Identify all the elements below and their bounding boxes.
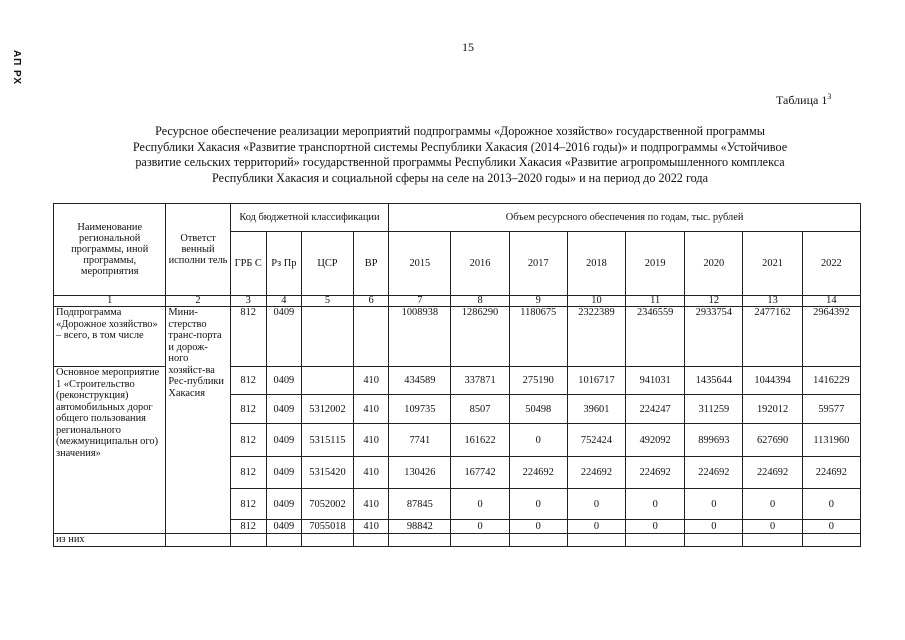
cell-value: 224692 xyxy=(743,457,802,489)
cell-rzpr: 0409 xyxy=(266,457,301,489)
cell-value: 0 xyxy=(509,489,567,520)
empty-cell xyxy=(802,534,860,547)
cell-value: 752424 xyxy=(567,424,625,457)
cell-value: 7741 xyxy=(389,424,451,457)
row-label: Подпрограмма «Дорожное хозяйство» – всего, в том числе xyxy=(54,307,166,367)
cell-value: 98842 xyxy=(389,520,451,534)
cell-csr xyxy=(301,307,353,367)
row-label: из них xyxy=(54,534,166,547)
cell-value: 1286290 xyxy=(451,307,509,367)
header-name: Наименование региональной программы, иной программы, мероприятия xyxy=(54,204,166,296)
header-volume: Объем ресурсного обеспечения по годам, тыс. рублей xyxy=(389,204,861,232)
header-vr: ВР xyxy=(354,232,389,296)
cell-value: 224692 xyxy=(802,457,860,489)
cell-vr xyxy=(354,307,389,367)
cell-value: 0 xyxy=(626,489,685,520)
side-stamp: АП РХ xyxy=(11,50,22,86)
cell-value: 130426 xyxy=(389,457,451,489)
responsible-cell: Мини-стерство транс-порта и дорож-ного хозяйст-ва Рес-публики Хакасия xyxy=(166,307,230,534)
cell-value: 167742 xyxy=(451,457,509,489)
cell-value: 0 xyxy=(802,489,860,520)
cell-value: 1016717 xyxy=(567,367,625,395)
cell-value: 0 xyxy=(567,520,625,534)
table-caption-superscript: 3 xyxy=(827,92,832,101)
column-number: 9 xyxy=(509,296,567,307)
cell-value: 224692 xyxy=(567,457,625,489)
cell-value: 224247 xyxy=(626,395,685,424)
cell-value: 0 xyxy=(509,424,567,457)
cell-csr xyxy=(301,367,353,395)
empty-cell xyxy=(354,534,389,547)
cell-value: 161622 xyxy=(451,424,509,457)
cell-csr: 7055018 xyxy=(301,520,353,534)
cell-value: 0 xyxy=(451,489,509,520)
cell-value: 1180675 xyxy=(509,307,567,367)
row-label-continued xyxy=(54,520,166,534)
cell-csr: 7052002 xyxy=(301,489,353,520)
cell-value: 1044394 xyxy=(743,367,802,395)
cell-grbs: 812 xyxy=(230,307,266,367)
cell-value: 1416229 xyxy=(802,367,860,395)
header-year: 2022 xyxy=(802,232,860,296)
empty-cell xyxy=(166,534,230,547)
cell-value: 0 xyxy=(626,520,685,534)
cell-value: 899693 xyxy=(685,424,743,457)
column-number: 10 xyxy=(567,296,625,307)
column-number: 14 xyxy=(802,296,860,307)
cell-value: 0 xyxy=(567,489,625,520)
cell-vr: 410 xyxy=(354,520,389,534)
row-label: Основное мероприятие 1 «Строительство (реконструкция) автомобильных дорог общего пользования регионального (межмуниципальн ого) значения» xyxy=(54,367,166,520)
cell-vr: 410 xyxy=(354,367,389,395)
cell-value: 2933754 xyxy=(685,307,743,367)
header-grbs: ГРБ С xyxy=(230,232,266,296)
cell-value: 0 xyxy=(743,520,802,534)
column-number-row xyxy=(54,296,861,307)
resource-table xyxy=(53,203,861,547)
table-row xyxy=(54,534,861,547)
cell-csr: 5312002 xyxy=(301,395,353,424)
cell-value: 2964392 xyxy=(802,307,860,367)
empty-cell xyxy=(266,534,301,547)
header-year: 2019 xyxy=(626,232,685,296)
header-year: 2021 xyxy=(743,232,802,296)
empty-cell xyxy=(389,534,451,547)
cell-rzpr: 0409 xyxy=(266,520,301,534)
cell-value: 39601 xyxy=(567,395,625,424)
empty-cell xyxy=(301,534,353,547)
cell-value: 0 xyxy=(802,520,860,534)
empty-cell xyxy=(230,534,266,547)
cell-grbs: 812 xyxy=(230,520,266,534)
cell-grbs: 812 xyxy=(230,395,266,424)
cell-value: 8507 xyxy=(451,395,509,424)
cell-grbs: 812 xyxy=(230,367,266,395)
cell-value: 109735 xyxy=(389,395,451,424)
empty-cell xyxy=(451,534,509,547)
table-caption xyxy=(776,92,831,108)
cell-grbs: 812 xyxy=(230,424,266,457)
column-number: 7 xyxy=(389,296,451,307)
cell-rzpr: 0409 xyxy=(266,489,301,520)
header-year: 2017 xyxy=(509,232,567,296)
column-number: 4 xyxy=(266,296,301,307)
table-caption-text: Таблица 1 xyxy=(776,93,828,107)
cell-value: 0 xyxy=(509,520,567,534)
cell-value: 311259 xyxy=(685,395,743,424)
document-title xyxy=(60,124,860,186)
cell-vr: 410 xyxy=(354,489,389,520)
column-number: 12 xyxy=(685,296,743,307)
cell-rzpr: 0409 xyxy=(266,307,301,367)
cell-rzpr: 0409 xyxy=(266,424,301,457)
table-row xyxy=(54,307,861,367)
column-number: 11 xyxy=(626,296,685,307)
column-number: 8 xyxy=(451,296,509,307)
cell-value: 2322389 xyxy=(567,307,625,367)
cell-value: 224692 xyxy=(685,457,743,489)
cell-value: 192012 xyxy=(743,395,802,424)
cell-value: 434589 xyxy=(389,367,451,395)
cell-value: 0 xyxy=(685,489,743,520)
cell-value: 50498 xyxy=(509,395,567,424)
column-number: 5 xyxy=(301,296,353,307)
empty-cell xyxy=(743,534,802,547)
cell-value: 224692 xyxy=(509,457,567,489)
title-line: Республики Хакасия «Развитие транспортной системы Республики Хакасия (2014–2016 годы)» и подпрограммы «Устойчивое xyxy=(132,139,788,154)
cell-value: 224692 xyxy=(626,457,685,489)
cell-value: 337871 xyxy=(451,367,509,395)
empty-cell xyxy=(626,534,685,547)
cell-value: 87845 xyxy=(389,489,451,520)
header-csr: ЦСР xyxy=(301,232,353,296)
cell-csr: 5315115 xyxy=(301,424,353,457)
cell-value: 0 xyxy=(743,489,802,520)
header-year: 2016 xyxy=(451,232,509,296)
cell-csr: 5315420 xyxy=(301,457,353,489)
title-line: Ресурсное обеспечение реализации мероприятий подпрограммы «Дорожное хозяйство» государственной программы xyxy=(155,124,765,138)
cell-value: 0 xyxy=(451,520,509,534)
cell-rzpr: 0409 xyxy=(266,395,301,424)
cell-vr: 410 xyxy=(354,424,389,457)
cell-value: 1131960 xyxy=(802,424,860,457)
cell-value: 492092 xyxy=(626,424,685,457)
cell-value: 627690 xyxy=(743,424,802,457)
cell-value: 1435644 xyxy=(685,367,743,395)
title-line: развитие сельских территорий» государственной программы Республики Хакасия «Развитие агропромышленного комплекса xyxy=(135,155,785,169)
cell-grbs: 812 xyxy=(230,489,266,520)
header-year: 2020 xyxy=(685,232,743,296)
cell-value: 1008938 xyxy=(389,307,451,367)
cell-vr: 410 xyxy=(354,457,389,489)
cell-value: 59577 xyxy=(802,395,860,424)
cell-value: 941031 xyxy=(626,367,685,395)
cell-value: 275190 xyxy=(509,367,567,395)
header-responsible: Ответст венный исполни тель xyxy=(166,204,230,296)
header-year: 2015 xyxy=(389,232,451,296)
cell-grbs: 812 xyxy=(230,457,266,489)
header-budget-code: Код бюджетной классификации xyxy=(230,204,389,232)
column-number: 13 xyxy=(743,296,802,307)
cell-vr: 410 xyxy=(354,395,389,424)
page-number: 15 xyxy=(462,40,474,54)
cell-value: 2346559 xyxy=(626,307,685,367)
empty-cell xyxy=(685,534,743,547)
column-number: 1 xyxy=(54,296,166,307)
cell-rzpr: 0409 xyxy=(266,367,301,395)
header-year: 2018 xyxy=(567,232,625,296)
column-number: 2 xyxy=(166,296,230,307)
cell-value: 0 xyxy=(685,520,743,534)
column-number: 3 xyxy=(230,296,266,307)
empty-cell xyxy=(509,534,567,547)
cell-value: 2477162 xyxy=(743,307,802,367)
empty-cell xyxy=(567,534,625,547)
header-rzpr: Рз Пр xyxy=(266,232,301,296)
title-line: Республики Хакасия и социальной сферы на селе на 2013–2020 годы» и на период до 2022 года xyxy=(212,170,708,185)
column-number: 6 xyxy=(354,296,389,307)
